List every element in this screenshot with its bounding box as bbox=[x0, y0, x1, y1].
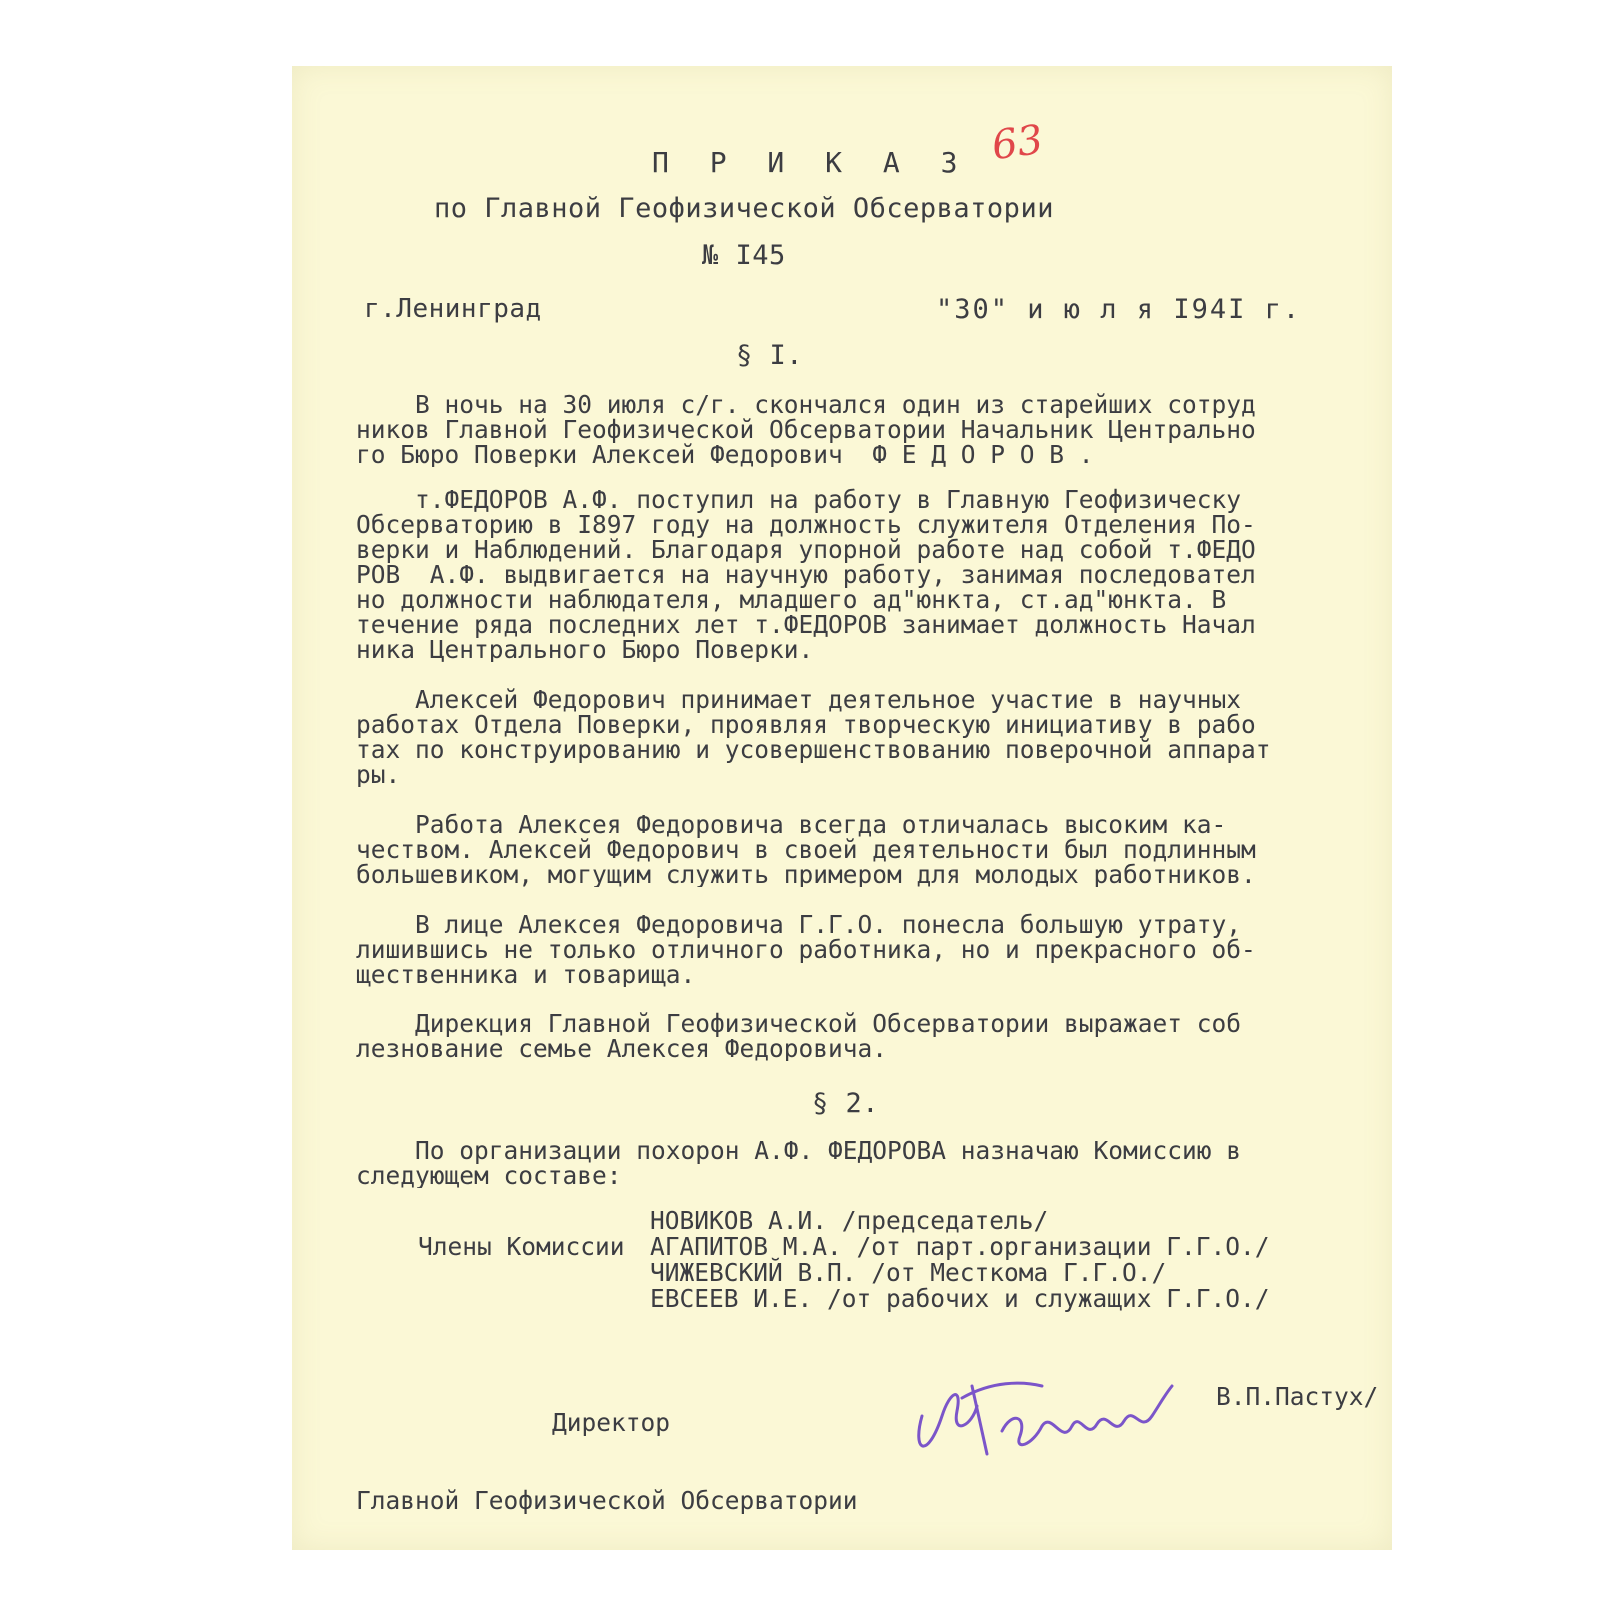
handwritten-signature bbox=[902, 1356, 1202, 1466]
document-title: П Р И К А З bbox=[652, 146, 970, 179]
committee-list bbox=[418, 1208, 1392, 1312]
section-1-heading: § I. bbox=[736, 340, 804, 371]
section-2-heading: § 2. bbox=[812, 1088, 880, 1119]
paragraph: Алексей Федорович принимает деятельное участие в научных работах Отдела Поверки, проявляя творческую инициативу в рабо тах по конструированию и усовершенствованию поверочной аппарат ры. bbox=[356, 687, 1271, 787]
committee-members-label: Члены Комиссии bbox=[418, 1232, 625, 1261]
date: "30" и ю л я I94I г. bbox=[936, 294, 1302, 325]
paragraph: т.ФЕДОРОВ А.Ф. поступил на работу в Главную Геофизическу Обсерваторию в I897 году на должность служителя Отделения По- верки и Наблюдений. Благодаря упорной работе над собой т.ФЕДО РОВ А.Ф. выдвигается на научную работу, занимая последовател но должности наблюдателя, младшего ад"юнкта, ст.ад"юнкта. В течение ряда последних лет т.ФЕДОРОВ занимает должность Начал ника Центрального Бюро Поверки. bbox=[356, 487, 1256, 662]
paragraph: Работа Алексея Федоровича всегда отличалась высоким ка- чеством. Алексей Федорович в своей деятельности был подлинным большевиком, могущим служить примером для молодых работников. bbox=[356, 812, 1256, 887]
committee-chair: НОВИКОВ А.И. /председатель/ bbox=[650, 1208, 1049, 1235]
director-block bbox=[356, 1358, 1392, 1550]
paragraph: В лице Алексея Федоровича Г.Г.О. понесла большую утрату, лишившись не только отличного работника, но и прекрасного об- щественника и товарища. bbox=[356, 912, 1256, 987]
document-subtitle: по Главной Геофизической Обсерватории bbox=[434, 193, 1054, 224]
committee-member: АГАПИТОВ М.А. /от парт.организации Г.Г.О./ bbox=[650, 1232, 1270, 1261]
document-page bbox=[292, 66, 1392, 1550]
section-2-paragraph: По организации похорон А.Ф. ФЕДОРОВА назначаю Комиссию в следующем составе: bbox=[356, 1138, 1242, 1188]
committee-member: ЧИЖЕВСКИЙ В.П. /от Месткома Г.Г.О./ bbox=[650, 1258, 1167, 1287]
committee-member: ЕВСЕЕВ И.Е. /от рабочих и служащих Г.Г.О./ bbox=[650, 1284, 1270, 1312]
director-organization: Главной Геофизической Обсерватории bbox=[356, 1486, 858, 1515]
order-number: № I45 bbox=[702, 240, 786, 271]
director-name: В.П.Пастух/ bbox=[1216, 1382, 1379, 1411]
paragraph: Дирекция Главной Геофизической Обсерватории выражает соб лезнование семье Алексея Федоровича. bbox=[356, 1011, 1242, 1061]
paragraph: В ночь на 30 июля с/г. скончался один из старейших сотруд ников Главной Геофизической Обсерватории Начальник Центрально го Бюро Поверки Алексей Федорович Ф Е Д О Р О В . bbox=[356, 392, 1256, 467]
city: г.Ленинград bbox=[364, 294, 542, 324]
director-title: Директор bbox=[552, 1408, 671, 1437]
archive-page-number: 63 bbox=[989, 116, 1046, 170]
